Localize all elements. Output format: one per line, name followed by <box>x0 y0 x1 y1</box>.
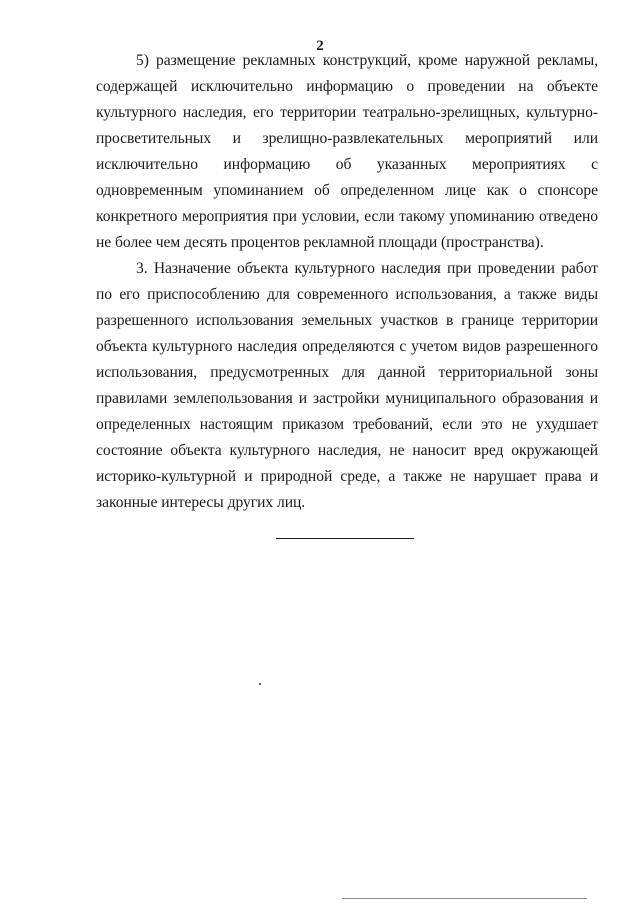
scan-speck <box>259 683 261 685</box>
bottom-edge-rule <box>342 898 587 899</box>
page-number: 2 <box>316 38 324 54</box>
paragraph-point-3: 3. Назначение объекта культурного наследия при проведении работ по его приспособлению для современного использования, а также виды разрешенного использования земельных участков в границе территории объекта культурного наследия определяются с учетом видов разрешенного использования, предусмотренных для данной территориальной зоны правилами землепользования и застройки муниципального образования и определенных настоящим приказом требований, если это не ухудшает состояние объекта культурного наследия, не наносит вред окружающей историко-культурной и природной среде, а также не нарушает права и законные интересы других лиц. <box>96 260 598 511</box>
end-of-text-rule <box>276 538 414 539</box>
paragraph-item-5: 5) размещение рекламных конструкций, кроме наружной рекламы, содержащей исключительно информацию о проведении на объекте культурного наследия, его территории театрально-зрелищных, культурно-просветительных и зрелищно-развлекательных мероприятий или исключительно информацию об указанных мероприятиях с одновременным упоминанием об определенном лице как о спонсоре конкретного мероприятия при условии, если такому упоминанию отведено не более чем десять процентов рекламной площади (пространства). <box>96 52 598 251</box>
